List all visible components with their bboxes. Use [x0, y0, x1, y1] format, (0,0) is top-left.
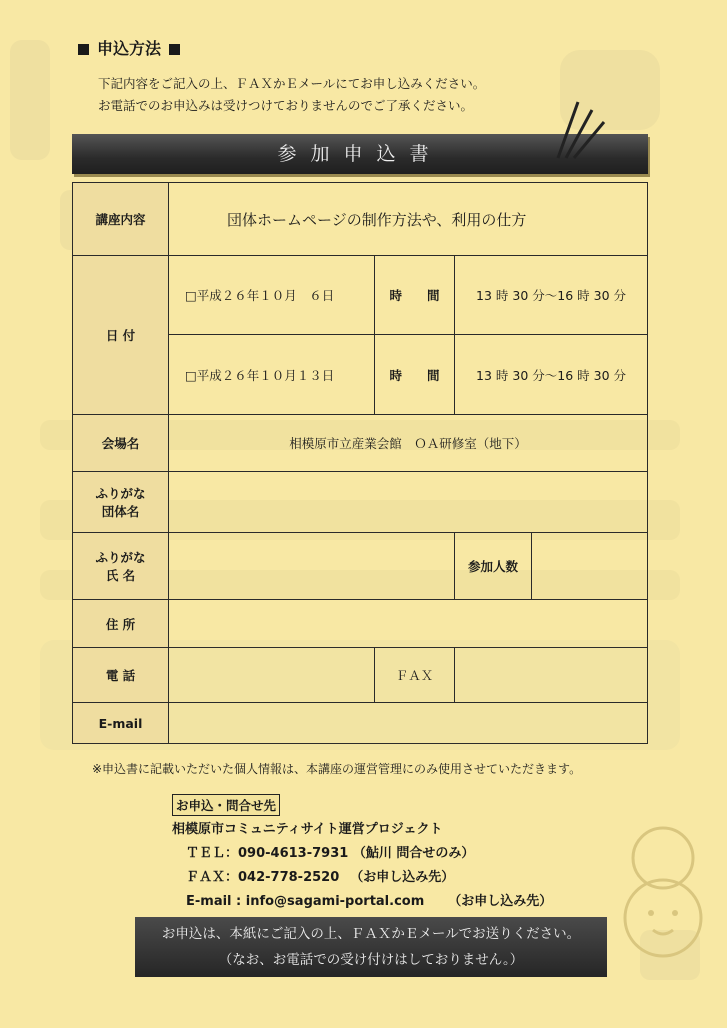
- mascot-illustration-icon: [608, 818, 718, 992]
- contact-fax: ＦＡＸ：042-778-2520 （お申し込み先）: [186, 870, 455, 885]
- instruction-line-2: お電話でのお申込みは受けつけておりませんのでご了承ください。: [98, 98, 474, 113]
- contact-email[interactable]: E-mail : info@sagami-portal.com （お申し込み先）: [186, 894, 553, 909]
- phone-label: 電 話: [73, 648, 169, 703]
- participants-label: 参加人数: [455, 532, 532, 599]
- footer-line-1: お申込は、本紙にご記入の上、ＦＡＸかＥメールでお送りください。: [161, 926, 581, 942]
- time-label-2: 時 間: [375, 335, 455, 414]
- fax-field[interactable]: [455, 648, 648, 703]
- name-furigana-label: ふりがな: [95, 549, 146, 565]
- time-value-2: 13 時 30 分～16 時 30 分: [455, 335, 648, 414]
- course-label: 講座内容: [73, 183, 169, 256]
- contact-title: お申込・問合せ先: [172, 794, 280, 816]
- address-label: 住 所: [73, 599, 169, 648]
- group-name-label: [73, 471, 169, 532]
- application-form-table: [72, 182, 648, 744]
- participants-field[interactable]: [532, 532, 648, 599]
- footer-notice-box: [135, 917, 607, 977]
- pens-icon: [548, 100, 608, 164]
- date-option-2[interactable]: □平成２６年１０月１３日: [169, 335, 375, 414]
- contact-org: 相模原市コミュニティサイト運営プロジェクト: [172, 822, 443, 837]
- method-heading: [70, 36, 188, 59]
- square-bullet-icon: [169, 44, 180, 55]
- date-label: 日 付: [73, 256, 169, 415]
- group-furigana-label: ふりがな: [95, 485, 146, 501]
- square-bullet-icon: [78, 44, 89, 55]
- time-label-1: 時 間: [375, 256, 455, 335]
- email-field[interactable]: [169, 703, 648, 744]
- group-name-label-text: 団体名: [101, 503, 140, 519]
- name-label-text: 氏 名: [105, 567, 136, 583]
- method-heading-text: 申込方法: [97, 39, 162, 58]
- group-name-field[interactable]: [169, 471, 648, 532]
- address-field[interactable]: [169, 599, 648, 648]
- email-label: E-mail: [73, 703, 169, 744]
- venue-label: 会場名: [73, 414, 169, 471]
- venue-value: 相模原市立産業会館 ＯＡ研修室（地下）: [169, 414, 648, 471]
- form-title-banner: 参加申込書: [72, 134, 648, 174]
- phone-field[interactable]: [169, 648, 375, 703]
- person-name-label: [73, 532, 169, 599]
- time-value-1: 13 時 30 分～16 時 30 分: [455, 256, 648, 335]
- footer-line-2: （なお、お電話での受け付けはしておりません。）: [218, 952, 524, 968]
- course-value: 団体ホームページの制作方法や、利用の仕方: [169, 183, 648, 256]
- fax-label: ＦＡＸ: [375, 648, 455, 703]
- privacy-note: ※申込書に記載いただいた個人情報は、本講座の運営管理にのみ使用させていただきます。: [92, 762, 582, 776]
- date-option-1[interactable]: □平成２６年１０月 ６日: [169, 256, 375, 335]
- instruction-line-1: 下記内容をご記入の上、ＦＡＸかＥメールにてお申し込みください。: [98, 76, 486, 91]
- person-name-field[interactable]: [169, 532, 455, 599]
- contact-tel: ＴＥＬ：090-4613-7931 （鮎川 問合せのみ）: [186, 846, 475, 861]
